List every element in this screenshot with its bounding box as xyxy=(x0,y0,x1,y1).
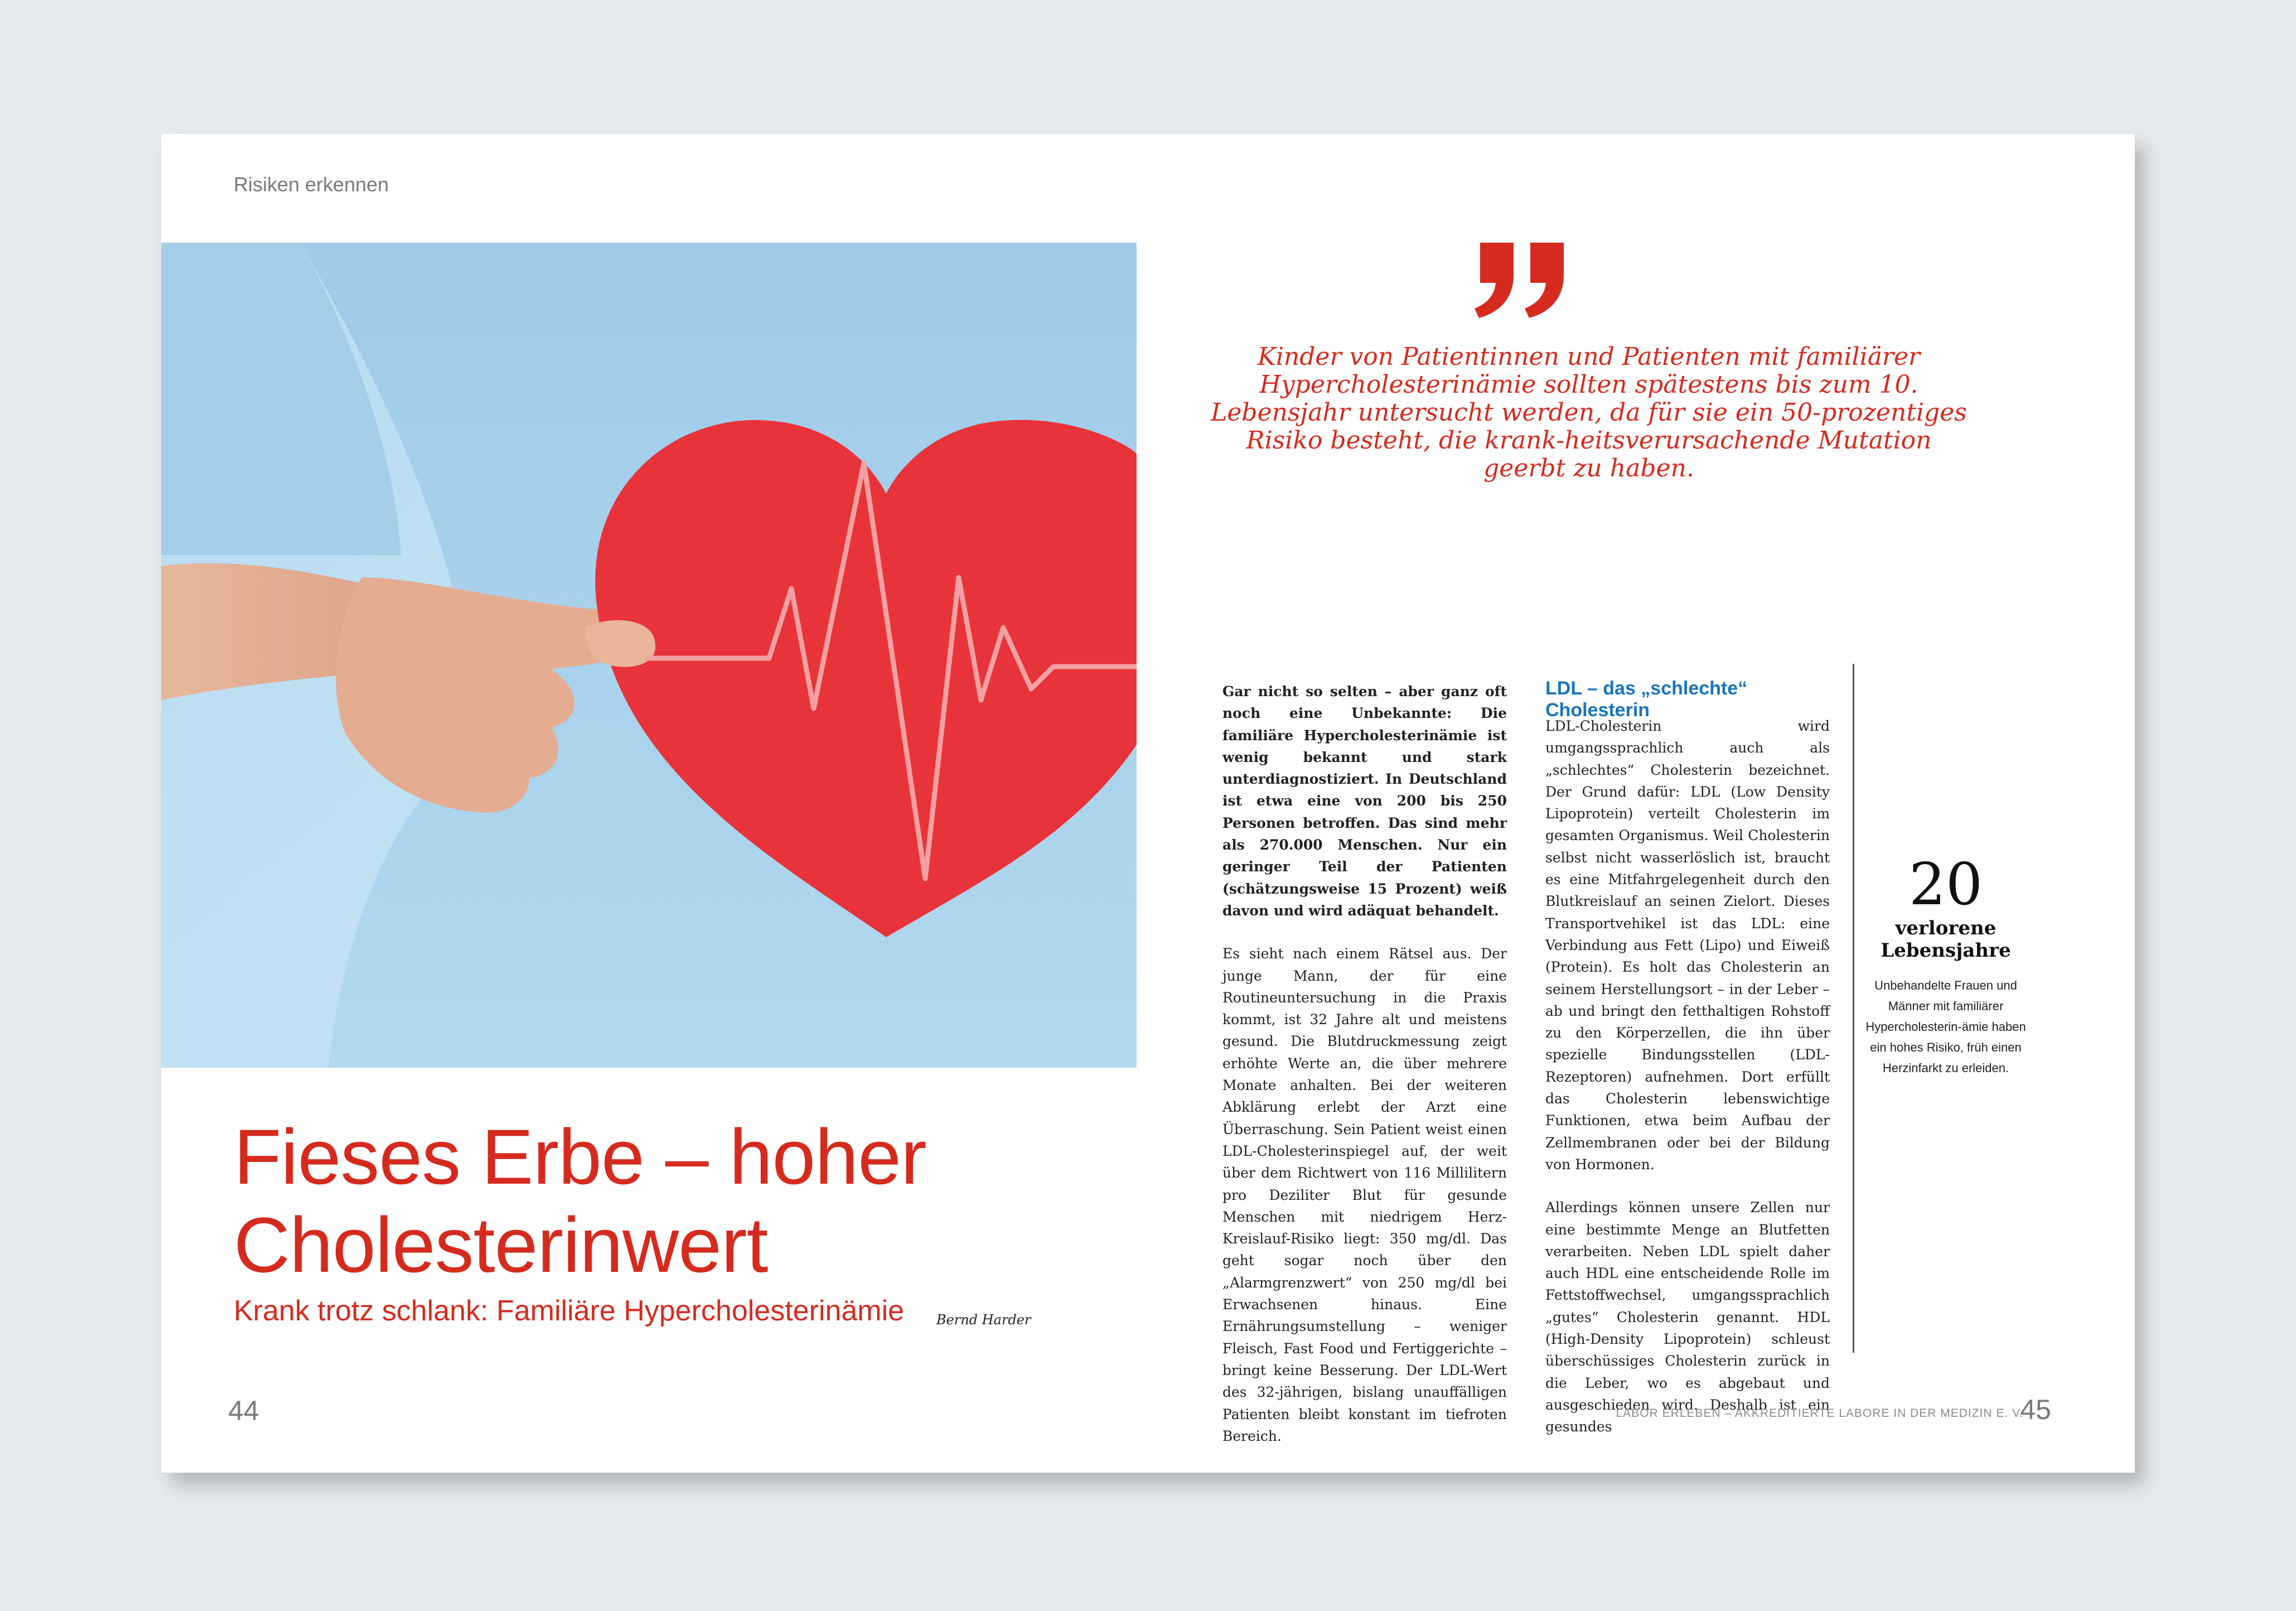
heart-in-hand-illustration xyxy=(161,243,1137,1068)
ldl-subheading: LDL – das „schlechte“ Cholesterin xyxy=(1545,678,1748,721)
hero-photo xyxy=(161,243,1137,1068)
page-number-left: 44 xyxy=(228,1395,259,1426)
article-lead: Gar nicht so selten – aber ganz oft noch eine Unbekannte: Die familiäre Hypercholesterinämie ist wenig bekannt und stark unterdiagnostiziert. In Deutschland ist etwa eine von 200 bis 250 Personen betroffen. Das sind mehr als 270.000 Menschen. Nur ein geringer Teil der Patienten (schätzungsweise 15 Prozent) weiß davon und wird adäquat behandelt. xyxy=(1222,683,1507,919)
article-column-1 xyxy=(1222,681,1507,1447)
stat-number: 20 xyxy=(1908,850,1983,918)
stat-label: verlorene Lebensjahre xyxy=(1881,917,2011,962)
article-subtitle: Krank trotz schlank: Familiäre Hypercholesterinämie xyxy=(234,1295,905,1327)
section-kicker: Risiken erkennen xyxy=(234,173,389,196)
stat-description: Unbehandelte Frauen und Männer mit familiärer Hypercholesterin-ämie haben ein hohes Risiko, früh einen Herzinfarkt zu erleiden. xyxy=(1865,978,2026,1075)
stat-sidebar xyxy=(1862,850,2029,1078)
article-paragraph: LDL-Cholesterin wird umgangssprachlich auch als „schlechtes“ Cholesterin bezeichnet. Der Grund dafür: LDL (Low Density Lipoprotein) verteilt Cholesterin im gesamten Organismus. Weil Cholesterin selbst nicht wasserlöslich ist, braucht es eine Mitfahrgelegenheit durch den Blutkreislauf an seinen Zielort. Dieses Transportvehikel ist das LDL: eine Verbindung aus Fett (Lipo) und Eiweiß (Protein). Es holt das Cholesterin an seinem Herstellungsort – in der Leber – ab und bringt den fetthaltigen Rohstoff zu den Körperzellen, die ihn über spezielle Bindungsstellen (LDL-Rezeptoren) aufnehmen. Dort erfüllt das Cholesterin lebenswichtige Funktionen, etwa beim Aufbau der Zellmembranen oder bei der Bildung von Hormonen. xyxy=(1545,718,1830,1173)
author-byline: Bernd Harder xyxy=(936,1312,1031,1328)
publication-footer: LABOR ERLEBEN – AKKREDITIERTE LABORE IN DER MEDIZIN E. V. xyxy=(1616,1407,2023,1420)
magazine-spread xyxy=(161,134,2135,1473)
page-number-right: 45 xyxy=(2020,1394,2051,1425)
article-paragraph: Es sieht nach einem Rätsel aus. Der junge Mann, der für eine Routineuntersuchung in die Praxis kommt, ist 32 Jahre alt und meistens gesund. Die Blutdruckmessung zeigt erhöhte Werte an, die über mehrere Monate anhalten. Bei der weiteren Abklärung erlebt der Arzt eine Überraschung. Sein Patient weist einen LDL-Cholesterinspiegel auf, der weit über dem Richtwert von 116 Millilitern pro Deziliter Blut für gesunde Menschen mit niedrigem Herz-Kreislauf-Risiko liegt: 350 mg/dl. Das geht sogar noch über den „Alarmgrenzwert“ von 250 mg/dl bei Erwachsenen hinaus. Eine Ernährungsumstellung – weniger Fleisch, Fast Food und Fertiggerichte – bringt keine Besserung. Der LDL-Wert des 32-jährigen, bislang unauffälligen Patienten bleibt konstant im tiefroten Bereich. xyxy=(1222,946,1507,1444)
article-paragraph: Allerdings können unsere Zellen nur eine bestimmte Menge an Blutfetten verarbeiten. Neben LDL spielt daher auch HDL eine entscheidende Rolle im Fettstoffwechsel, umgangssprachlich „gutes“ Cholesterin genannt. HDL (High-Density Lipoprotein) schleust überschüssiges Cholesterin zurück in die Leber, wo es abgebaut und ausgeschieden wird. Deshalb ist ein gesundes xyxy=(1545,1199,1830,1435)
sidebar-divider xyxy=(1853,664,1854,1353)
quote-mark-icon xyxy=(1475,243,1569,321)
pull-quote: Kinder von Patientinnen und Patienten mit familiärer Hypercholesterinämie sollten spätestens bis zum 10. Lebensjahr untersucht werden, da für sie ein 50-prozentiges Risiko besteht, die krank-heitsverursachende Mutation geerbt zu haben. xyxy=(1211,343,1967,483)
article-headline: Fieses Erbe – hoher Cholesterinwert xyxy=(234,1113,926,1289)
article-column-2 xyxy=(1545,715,1830,1438)
